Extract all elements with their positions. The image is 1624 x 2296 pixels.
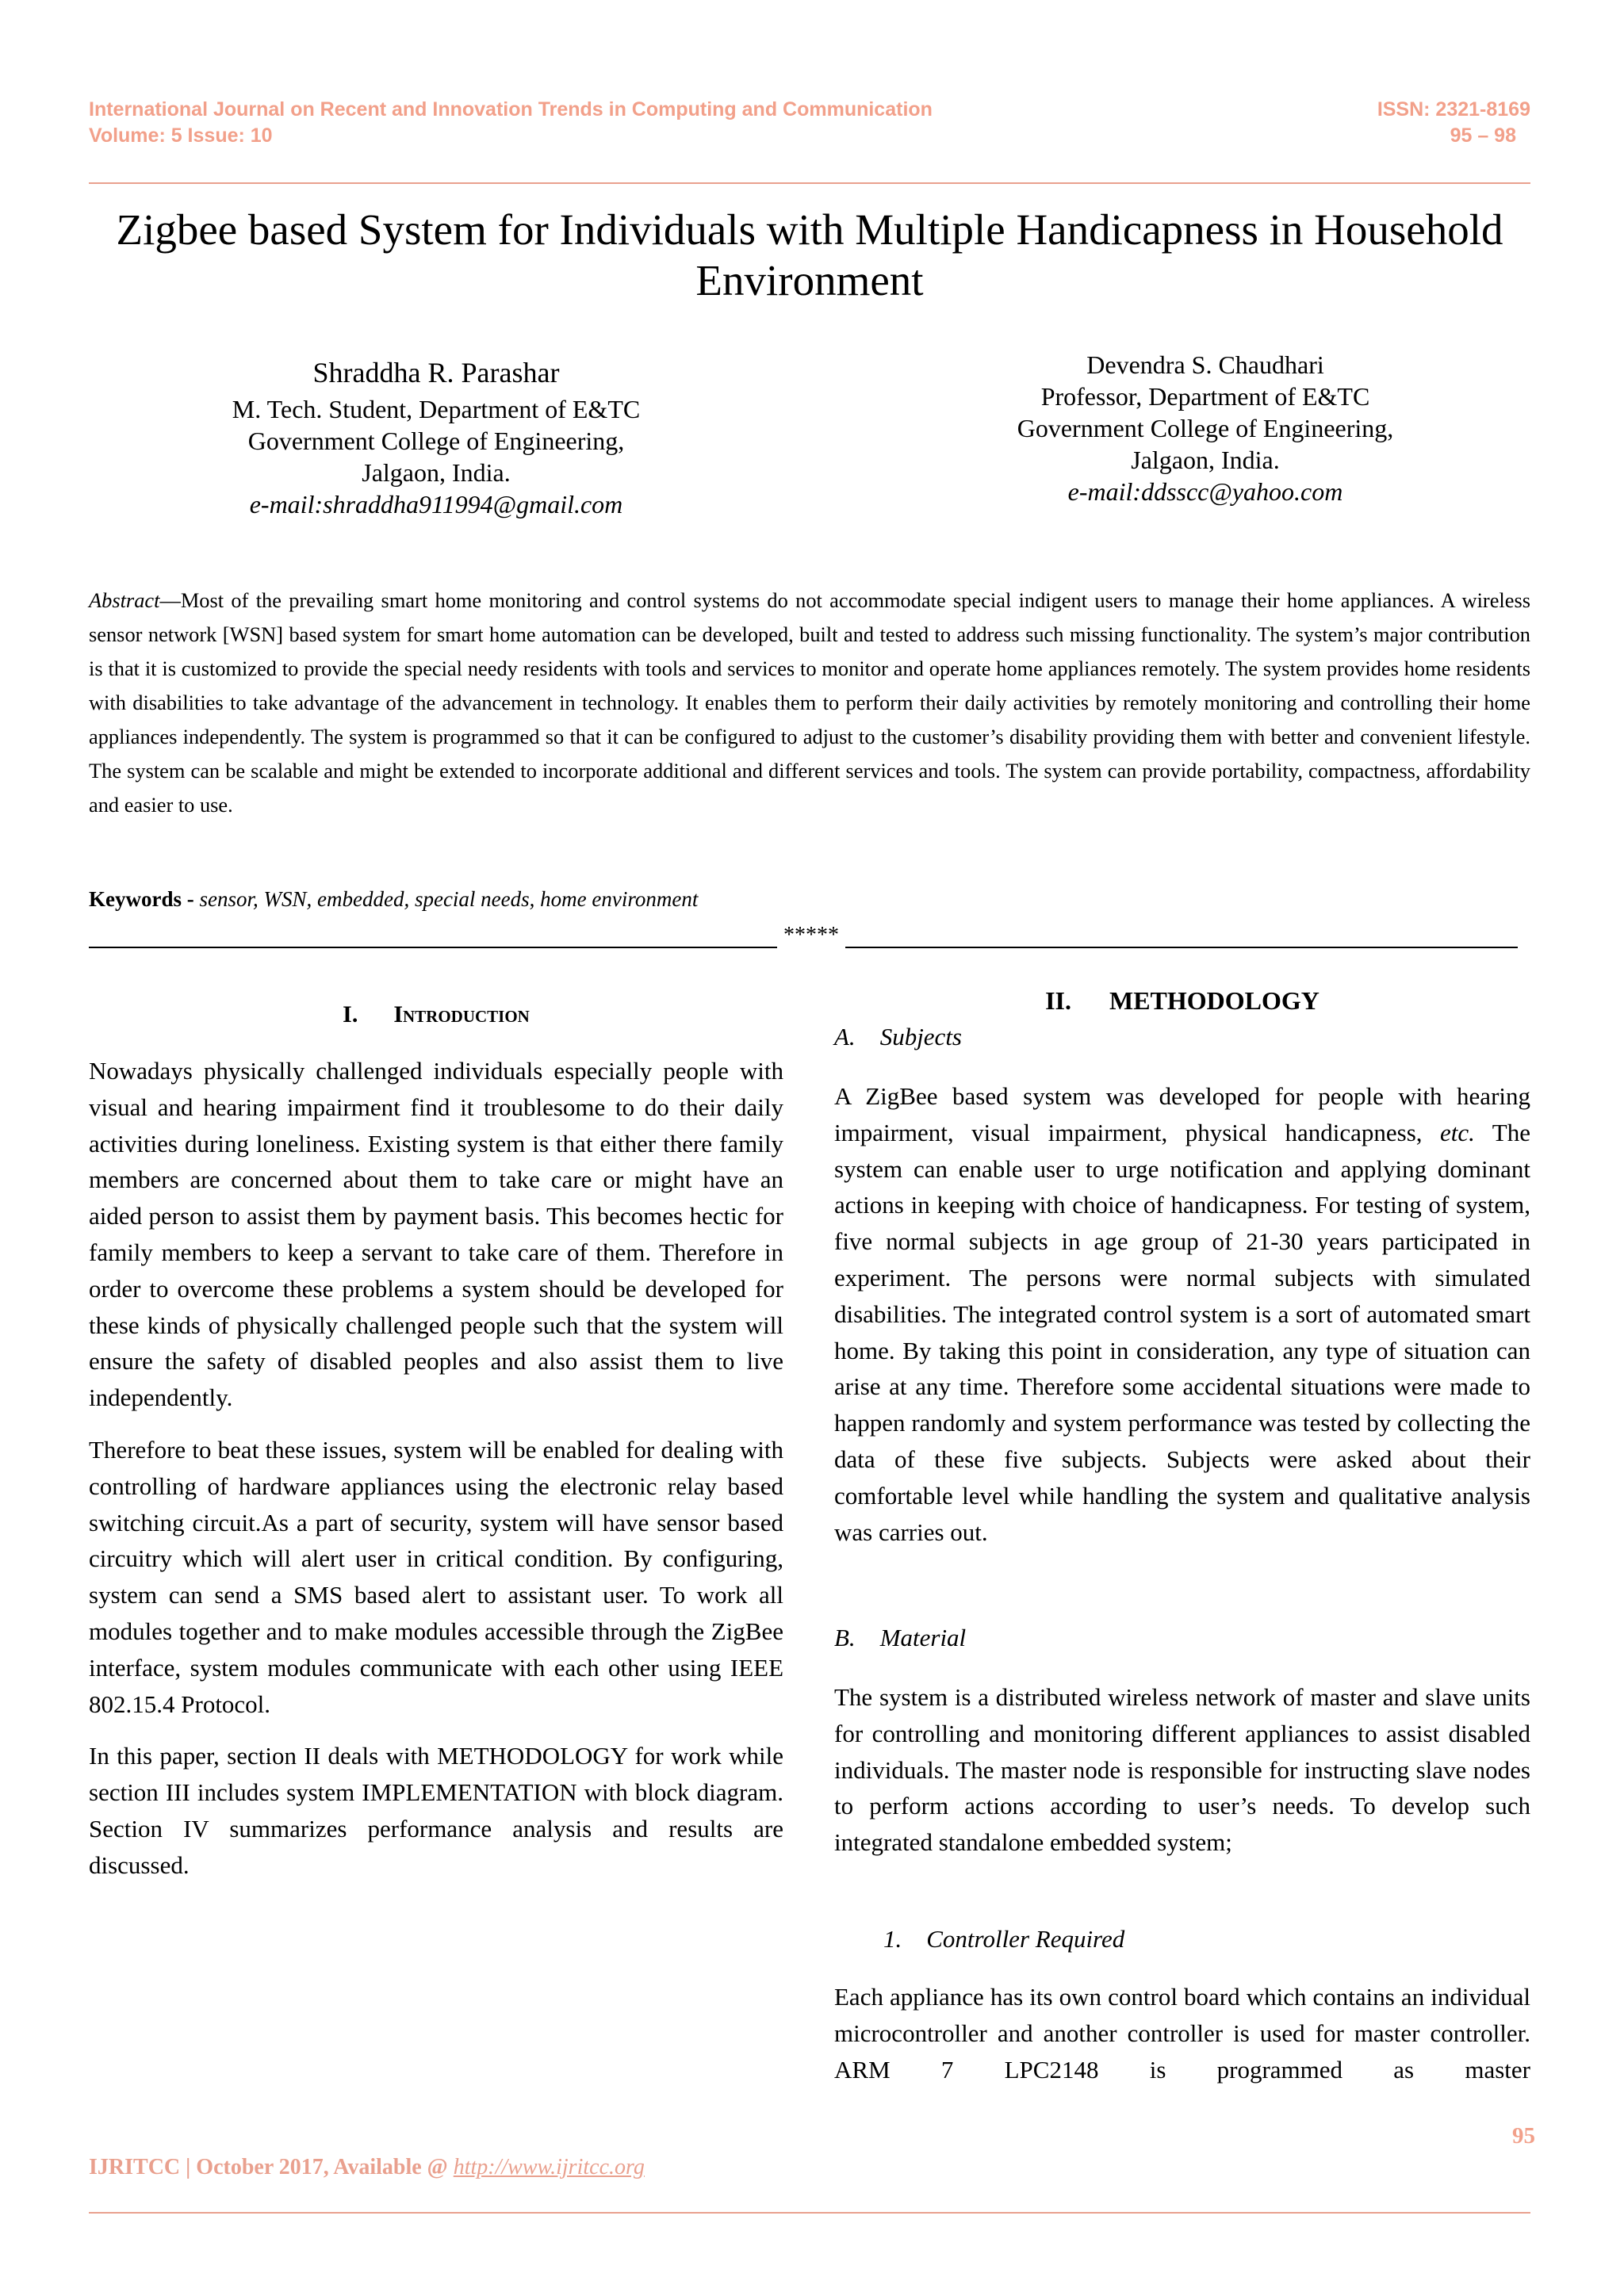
author-email: e-mail:ddsscc@yahoo.com — [1067, 477, 1343, 506]
intro-paragraph-3: In this paper, section II deals with METHODOLOGY for work while section III includes system IMPLEMENTATION with block diagram. Section IV summarizes performance analysis and results are discussed. — [89, 1742, 783, 1879]
subsection-a-title: Subjects — [879, 1023, 962, 1050]
separator-rule-left — [89, 947, 777, 948]
page-range: 95 – 98 — [1450, 124, 1516, 147]
author-name: Devendra S. Chaudhari — [1086, 350, 1324, 379]
subsection-a-heading — [834, 1021, 962, 1053]
author-city: Jalgaon, India. — [362, 458, 511, 487]
separator-stars: ***** — [783, 923, 839, 947]
journal-volume: Volume: 5 Issue: 10 — [89, 124, 273, 147]
footer-rule — [89, 2212, 1530, 2214]
material-paragraph — [834, 1679, 1530, 1861]
subsection-b-title: Material — [879, 1624, 967, 1651]
keywords-label: Keywords - — [89, 887, 194, 911]
footer-text: IJRITCC | October 2017, Available @ — [89, 2155, 454, 2179]
intro-paragraph-2: Therefore to beat these issues, system will be enabled for dealing with controlling of hardware appliances using the electronic relay based switching circuit.As a part of security, system will have sensor based circuitry which will alert user in critical condition. By configuring, system can send a SMS based alert to assistant user. To work all modules together and to make modules accessible through the ZigBee interface, system modules communicate with each other using IEEE 802.15.4 Protocol. — [89, 1435, 783, 1718]
journal-name: International Journal on Recent and Innovation Trends in Computing and Communication — [89, 98, 933, 121]
section-2-title: METHODOLOGY — [1109, 986, 1320, 1015]
subsection-1-number: 1. — [883, 1925, 902, 1953]
author-block-1 — [159, 352, 714, 520]
intro-paragraph-1: Nowadays physically challenged individuals especially people with visual and hearing impairment find it troublesome to do their daily activities during loneliness. Existing system is that either there family members are concerned about them to take care or might have an aided person to assist them by payment basis. This becomes hectic for family members to keep a servant to take care of them. Therefore in order to overcome these problems a system should be developed for these kinds of physically challenged people such that the system will ensure the safety of disabled peoples and also assist them to live independently. — [89, 1057, 783, 1412]
section-2-heading — [834, 985, 1530, 1016]
abstract-label: Abstract — [89, 588, 160, 612]
journal-issn: ISSN: 2321-8169 — [1377, 98, 1530, 121]
author-org: Government College of Engineering, — [247, 427, 625, 455]
abstract-text: —Most of the prevailing smart home monitoring and control systems do not accommodate special indigent users to manage their home appliances. A wireless sensor network [WSN] based system for smart home automation can be developed, built and tested to address such missing functionality. The system’s major contribution is that it is customized to provide the special needy residents with tools and services to monitor and operate home appliances remotely. The system provides home residents with disabilities to take advantage of the advancement in technology. It enables them to perform their daily activities by remotely monitoring and controlling their home appliances independently. The system is programmed so that it can be configured to adjust to the customer’s disability providing them with better and convenient lifestyle. The system can be scalable and might be extended to incorporate additional and different services and tools. The system can provide portability, compactness, affordability and easier to use. — [89, 588, 1530, 817]
keywords-text: sensor, WSN, embedded, special needs, home environment — [193, 887, 699, 911]
author-email: e-mail:shraddha911994@gmail.com — [249, 490, 623, 519]
journal-header — [89, 97, 1530, 152]
abstract — [89, 584, 1530, 822]
subjects-paragraph — [834, 1078, 1530, 1550]
separator-rule-right — [845, 947, 1518, 948]
section-2-number: II. — [1045, 986, 1071, 1015]
subsection-b-number: B. — [834, 1624, 856, 1651]
controller-paragraph — [834, 1979, 1530, 2087]
title-line-1: Zigbee based System for Individuals with Multiple Handicapness in Household — [116, 205, 1503, 254]
section-1-heading — [89, 999, 783, 1031]
footer — [89, 2155, 645, 2180]
author-role: Professor, Department of E&TC — [1040, 382, 1370, 411]
footer-link[interactable]: http://www.ijritcc.org — [453, 2155, 645, 2179]
page-number: 95 — [1512, 2123, 1535, 2149]
section-1-number: I. — [343, 1001, 358, 1027]
subjects-etc: etc. — [1440, 1118, 1475, 1146]
author-city: Jalgaon, India. — [1131, 446, 1280, 474]
author-name: Shraddha R. Parashar — [312, 357, 560, 388]
subsection-b-heading — [834, 1622, 966, 1654]
controller-text: Each appliance has its own control board which contains an individual microcontroller and another controller is used for master controller. ARM 7 LPC2148 is programmed as master — [834, 1983, 1530, 2084]
subsection-a-number: A. — [834, 1023, 856, 1050]
paper-title — [89, 205, 1530, 306]
subsection-1-heading — [883, 1923, 1124, 1955]
keywords — [89, 883, 698, 915]
author-role: M. Tech. Student, Department of E&TC — [232, 395, 641, 423]
header-rule — [89, 182, 1530, 184]
author-block-2 — [928, 349, 1483, 507]
subsection-1-title: Controller Required — [926, 1925, 1125, 1953]
section-1-title: Introduction — [393, 1001, 530, 1027]
author-org: Government College of Engineering, — [1017, 414, 1394, 442]
subjects-text-b: The system can enable user to urge notification and applying dominant actions in keeping with choice of handicapness. For testing of system, five normal subjects in age group of 21-30 years participated in experiment. The persons were normal subjects with simulated disabilities. The integrated control system is a sort of automated smart home. By taking this point in consideration, any type of situation can arise at any time. Therefore some accidental situations were made to happen randomly and system performance was tested by collecting the data of these five subjects. Subjects were asked about their comfortable level while handling the system and qualitative analysis was carries out. — [834, 1118, 1530, 1546]
left-column — [89, 1053, 783, 1884]
material-text: The system is a distributed wireless network of master and slave units for controlling and monitoring different appliances to assist disabled individuals. The master node is responsible for instructing slave nodes to perform actions according to user’s needs. To develop such integrated standalone embedded system; — [834, 1683, 1530, 1857]
title-line-2: Environment — [695, 256, 924, 304]
subjects-text-a: A ZigBee based system was developed for people with hearing impairment, visual impairment, physical handicapness, — [834, 1082, 1530, 1146]
